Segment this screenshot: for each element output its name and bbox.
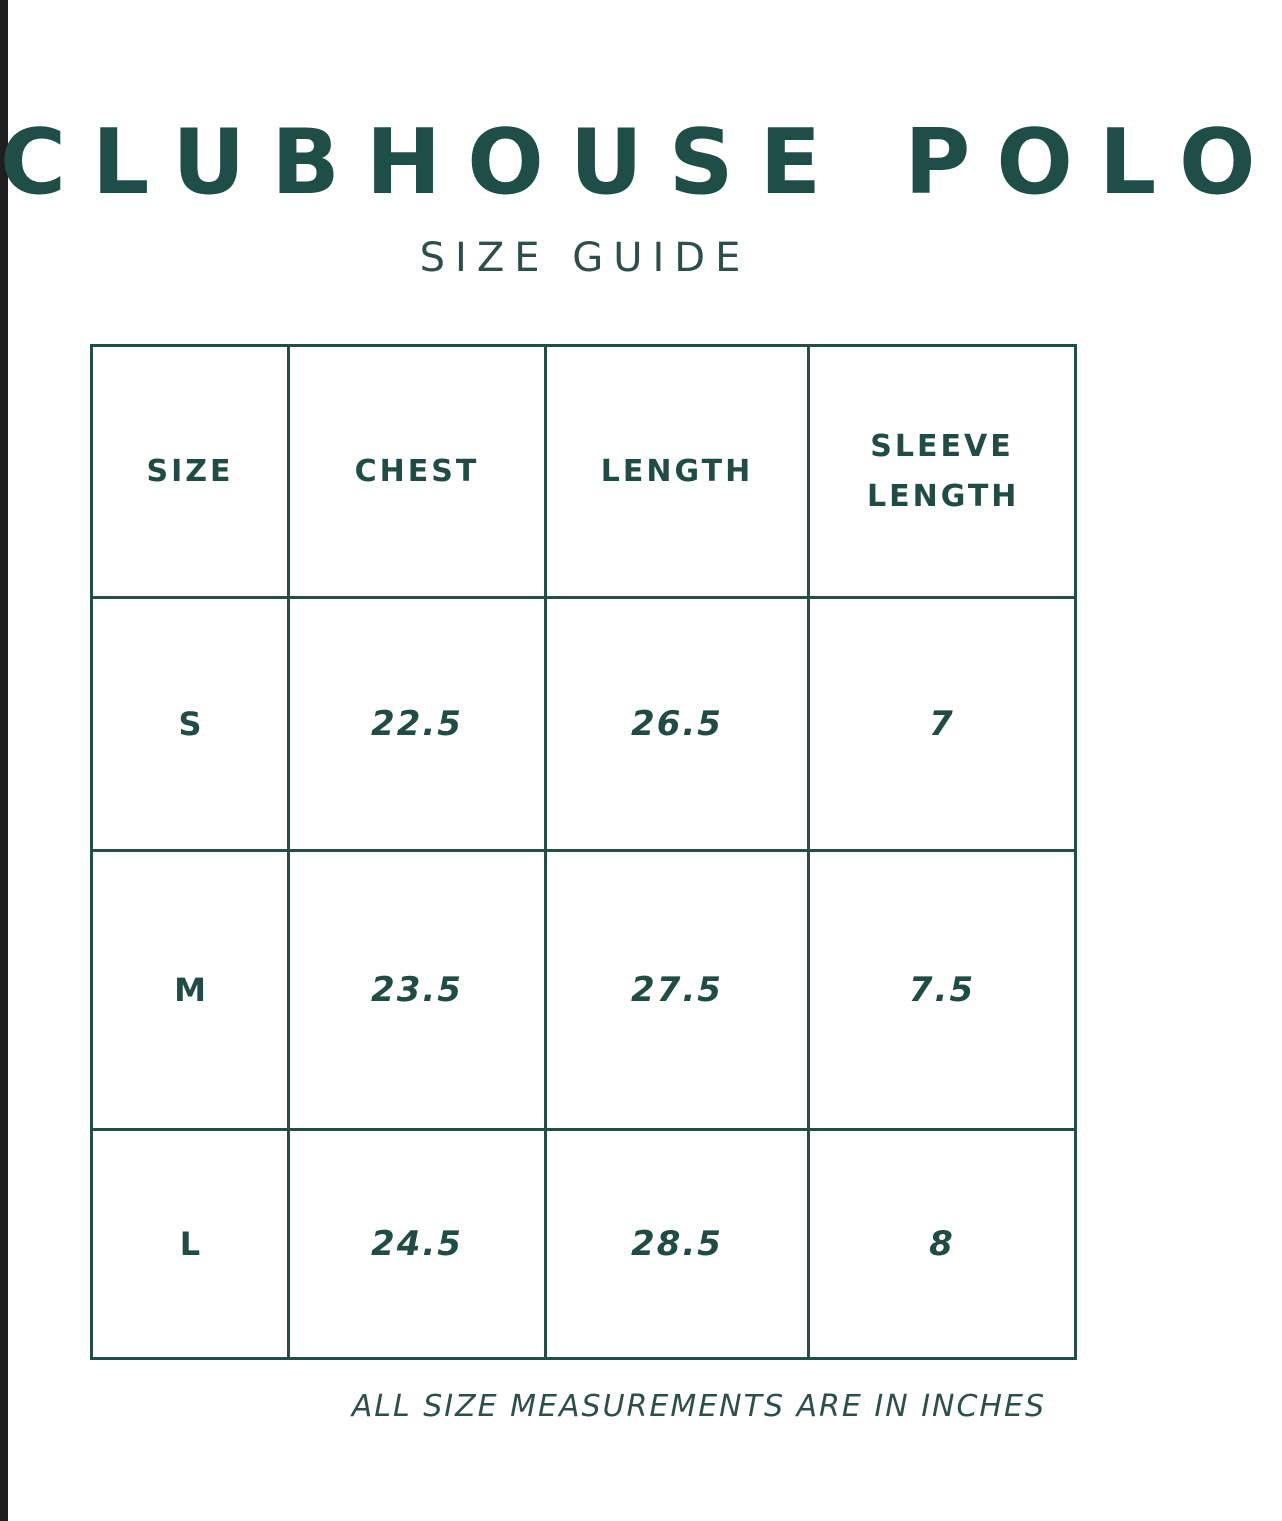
- header-size: SIZE: [92, 346, 289, 598]
- sleeve-length-cell: 7: [809, 598, 1076, 851]
- left-edge-strip: [0, 0, 8, 1521]
- header-length: LENGTH: [546, 346, 809, 598]
- chest-cell: 23.5: [289, 851, 546, 1130]
- length-cell: 26.5: [546, 598, 809, 851]
- header-chest: CHEST: [289, 346, 546, 598]
- size-guide-table: [90, 344, 1077, 1360]
- size-cell: S: [92, 598, 289, 851]
- size-cell: L: [92, 1130, 289, 1359]
- measurement-note: ALL SIZE MEASUREMENTS ARE IN INCHES: [351, 1389, 1046, 1424]
- table-row: [92, 851, 1076, 1130]
- header-sleeve-length-label: SLEEVE LENGTH: [867, 428, 1020, 514]
- chest-cell: 22.5: [289, 598, 546, 851]
- sleeve-length-cell: 7.5: [809, 851, 1076, 1130]
- length-cell: 27.5: [546, 851, 809, 1130]
- header-sleeve-length: [809, 346, 1076, 598]
- page-subtitle: SIZE GUIDE: [419, 235, 751, 281]
- sleeve-length-cell: 8: [809, 1130, 1076, 1359]
- chest-cell: 24.5: [289, 1130, 546, 1359]
- table-row: [92, 598, 1076, 851]
- size-cell: M: [92, 851, 289, 1130]
- table-header-row: [92, 346, 1076, 598]
- length-cell: 28.5: [546, 1130, 809, 1359]
- page-title: CLUBHOUSE POLO: [0, 110, 1282, 215]
- table-row: [92, 1130, 1076, 1359]
